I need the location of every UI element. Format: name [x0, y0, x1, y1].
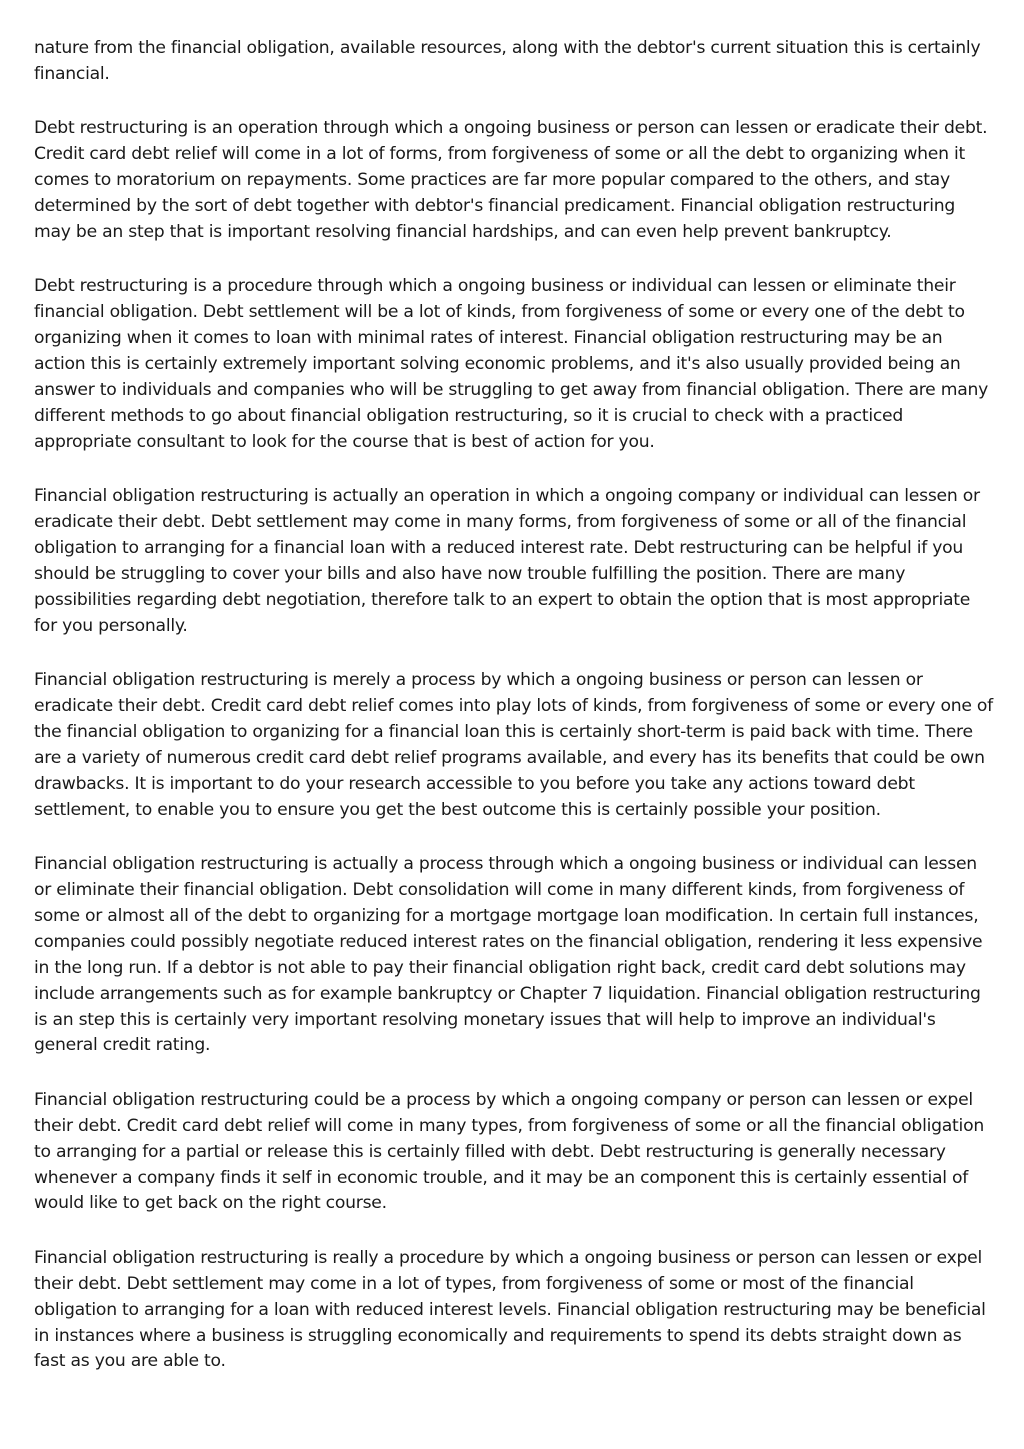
paragraph-8: Financial obligation restructuring is really a procedure by which a ongoing business or person can lessen or expel their debt. Debt settlement may come in a lot of types, from forgiveness of some or most of the financial obligation to arranging for a loan with reduced interest levels. Financial obligation restructuring may be beneficial in instances where a business is struggling economically and requirements to spend its debts straight down as fast as you are able to.	[34, 1247, 986, 1372]
paragraph-3: Debt restructuring is a procedure through which a ongoing business or individual can lessen or eliminate their financial obligation. Debt settlement will be a lot of kinds, from forgiveness of some or every one of the debt to organizing when it comes to loan with minimal rates of interest. Financial obligation restructuring may be an action this is certainly extremely important solving economic problems, and it's also usually provided being an answer to individuals and companies who will be struggling to get away from financial obligation. There are many different methods to go about financial obligation restructuring, so it is crucial to check with a practiced appropriate consultant to look for the course that is best of action for you.	[34, 276, 989, 452]
paragraph-5: Financial obligation restructuring is merely a process by which a ongoing business or person can lessen or eradicate their debt. Credit card debt relief comes into play lots of kinds, from forgiveness of some or every one of the financial obligation to organizing for a financial loan this is certainly short-term is paid back with time. There are a variety of numerous credit card debt relief programs available, and every has its benefits that could be own drawbacks. It is important to do your research accessible to you before you take any actions toward debt settlement, to enable you to ensure you get the best outcome this is certainly possible your position.	[34, 670, 993, 820]
paragraph-1: nature from the financial obligation, available resources, along with the debtor's current situation this is certainly financial.	[34, 38, 981, 84]
paragraph-2: Debt restructuring is an operation through which a ongoing business or person can lessen or eradicate their debt. Credit card debt relief will come in a lot of forms, from forgiveness of some or all the debt to organizing when it comes to moratorium on repayments. Some practices are far more popular compared to the others, and stay determined by the sort of debt together with debtor's financial predicament. Financial obligation restructuring may be an step that is important resolving financial hardships, and can even help prevent bankruptcy.	[34, 118, 988, 242]
document-body	[34, 36, 994, 1404]
paragraph-4: Financial obligation restructuring is actually an operation in which a ongoing company or individual can lessen or eradicate their debt. Debt settlement may come in many forms, from forgiveness of some or all of the financial obligation to arranging for a financial loan with a reduced interest rate. Debt restructuring can be helpful if you should be struggling to cover your bills and also have now trouble fulfilling the position. There are many possibilities regarding debt negotiation, therefore talk to an expert to obtain the option that is most appropriate for you personally.	[34, 486, 980, 636]
paragraph-7: Financial obligation restructuring could be a process by which a ongoing company or person can lessen or expel their debt. Credit card debt relief will come in many types, from forgiveness of some or all the financial obligation to arranging for a partial or release this is certainly filled with debt. Debt restructuring is generally necessary whenever a company finds it self in economic trouble, and it may be an component this is certainly essential of would like to get back on the right course.	[34, 1089, 984, 1214]
paragraph-6: Financial obligation restructuring is actually a process through which a ongoing business or individual can lessen or eliminate their financial obligation. Debt consolidation will come in many different kinds, from forgiveness of some or almost all of the debt to organizing for a mortgage mortgage loan modification. In certain full instances, companies could possibly negotiate reduced interest rates on the financial obligation, rendering it less expensive in the long run. If a debtor is not able to pay their financial obligation right back, credit card debt solutions may include arrangements such as for example bankruptcy or Chapter 7 liquidation. Financial obligation restructuring is an step this is certainly very important resolving monetary issues that will help to improve an individual's general credit rating.	[34, 854, 983, 1056]
